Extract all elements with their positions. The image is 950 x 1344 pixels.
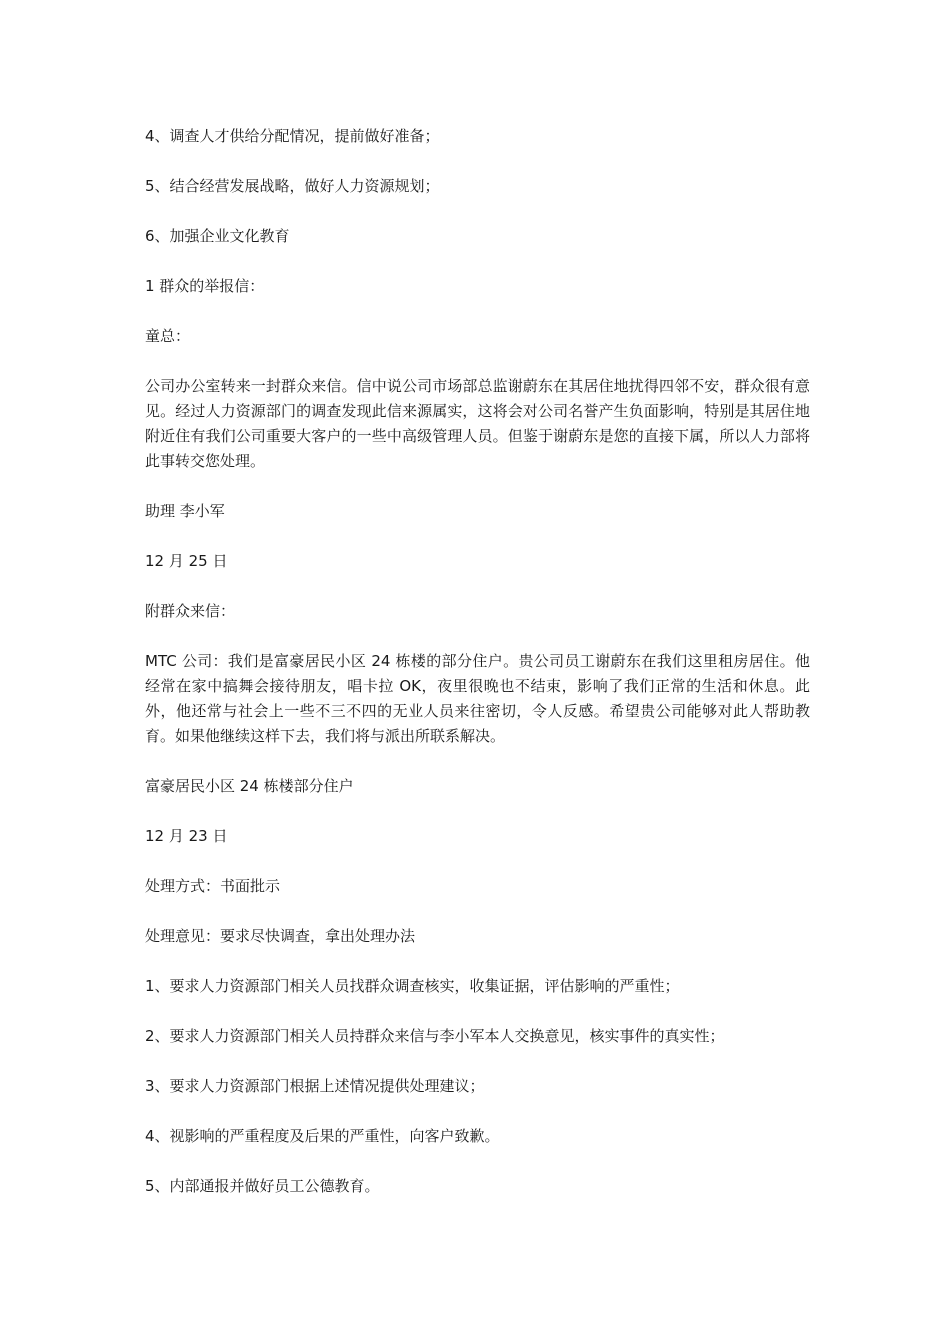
memo-body-paragraph: 公司办公室转来一封群众来信。信中说公司市场部总监谢蔚东在其居住地扰得四邻不安，群众很有意见。经过人力资源部门的调查发现此信来源属实，这将会对公司名誉产生负面影响，特别是其居住地附近住有我们公司重要大客户的一些中高级管理人员。但鉴于谢蔚东是您的直接下属，所以人力部将此事转交您处理。 — [145, 377, 810, 470]
list-item-5-hr-planning: 5、结合经营发展战略，做好人力资源规划； — [145, 177, 440, 195]
attachment-heading: 附群众来信： — [145, 602, 236, 620]
complaint-letter-date: 12 月 23 日 — [145, 827, 228, 845]
list-item-4-talent-supply: 4、调查人才供给分配情况，提前做好准备； — [145, 127, 440, 145]
letter-salutation: 童总： — [145, 327, 191, 345]
complaint-letter-signature: 富豪居民小区 24 栋楼部分住户 — [145, 777, 354, 795]
memo-signature: 助理 李小军 — [145, 502, 225, 520]
action-item-3: 3、要求人力资源部门根据上述情况提供处理建议； — [145, 1077, 485, 1095]
action-item-2: 2、要求人力资源部门相关人员持群众来信与李小军本人交换意见，核实事件的真实性； — [145, 1027, 725, 1045]
document-body — [145, 124, 810, 1224]
handling-method: 处理方式：书面批示 — [145, 877, 281, 895]
handling-opinion: 处理意见：要求尽快调查，拿出处理办法 — [145, 927, 416, 945]
section-heading-complaint-letter: 1 群众的举报信： — [145, 277, 265, 295]
action-item-1: 1、要求人力资源部门相关人员找群众调查核实，收集证据，评估影响的严重性； — [145, 977, 680, 995]
complaint-letter-body: MTC 公司：我们是富豪居民小区 24 栋楼的部分住户。贵公司员工谢蔚东在我们这里租房居住。他经常在家中搞舞会接待朋友，唱卡拉 OK，夜里很晚也不结束，影响了我们正常的生活和休息。此外，他还常与社会上一些不三不四的无业人员来往密切，令人反感。希望贵公司能够对此人帮助教育。如果他继续这样下去，我们将与派出所联系解决。 — [145, 652, 810, 745]
action-item-5: 5、内部通报并做好员工公德教育。 — [145, 1177, 380, 1195]
action-item-4: 4、视影响的严重程度及后果的严重性，向客户致歉。 — [145, 1127, 500, 1145]
memo-date: 12 月 25 日 — [145, 552, 228, 570]
list-item-6-culture-education: 6、加强企业文化教育 — [145, 227, 290, 245]
